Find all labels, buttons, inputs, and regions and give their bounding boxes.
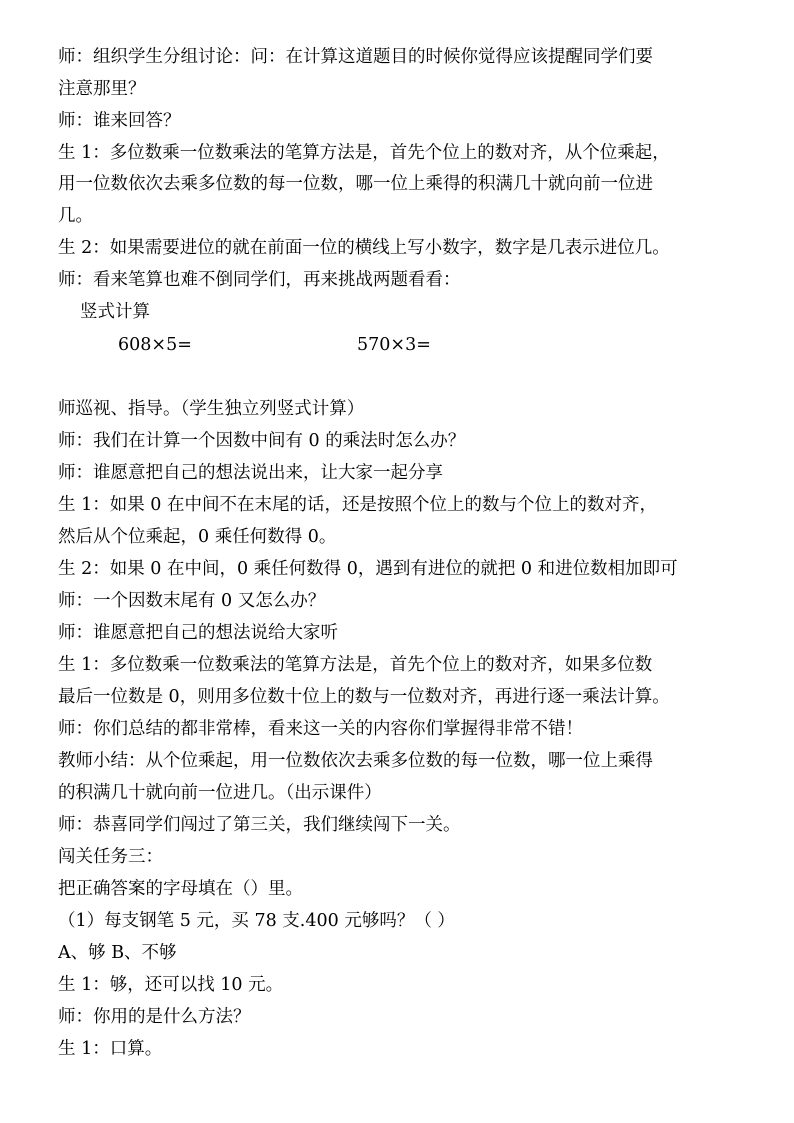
text-line: 师：我们在计算一个因数中间有 0 的乘法时怎么办？ [58,431,466,451]
calculation-item: 608×5= [118,335,192,355]
text-line: 师：谁愿意把自己的想法说给大家听 [58,623,338,643]
text-line: 用一位数依次去乘多位数的每一位数，哪一位上乘得的积满几十就向前一位进 [58,174,653,194]
text-line: 然后从个位乘起，0 乘任何数得 0。 [58,527,337,547]
text-line: 生 1：多位数乘一位数乘法的笔算方法是，首先个位上的数对齐，从个位乘起， [58,143,670,163]
text-line: 生 1：多位数乘一位数乘法的笔算方法是，首先个位上的数对齐，如果多位数 [58,655,653,675]
text-line: 把正确答案的字母填在（）里。 [58,879,303,899]
text-line: 最后一位数是 0，则用多位数十位上的数与一位数对齐，再进行逐一乘法计算。 [58,687,670,707]
text-line: 师：你们总结的都非常棒，看来这一关的内容你们掌握得非常不错！ [58,719,583,739]
text-line: 生 1：够，还可以找 10 元。 [58,975,284,995]
text-line: 师：一个因数末尾有 0 又怎么办？ [58,591,326,611]
text-line: 的积满几十就向前一位进几。（出示课件） [58,783,382,803]
text-line: 生 2：如果 0 在中间，0 乘任何数得 0，遇到有进位的就把 0 和进位数相加即可 [58,559,678,579]
text-line: 师巡视、指导。（学生独立列竖式计算） [58,399,365,419]
text-line: 生 2：如果需要进位的就在前面一位的横线上写小数字，数字是几表示进位几。 [58,238,670,258]
answer-options: A、够 B、不够 [58,943,177,963]
text-line: 教师小结：从个位乘起，用一位数依次去乘多位数的每一位数，哪一位上乘得 [58,751,653,771]
text-line: 闯关任务三： [58,847,163,867]
text-line: 师：你用的是什么方法？ [58,1007,251,1027]
text-line: 师：看来笔算也难不倒同学们，再来挑战两题看看： [58,270,461,290]
section-label: 竖式计算 [80,302,150,322]
calculation-item: 570×3= [357,335,431,355]
text-line: 师：谁愿意把自己的想法说出来，让大家一起分享 [58,463,443,483]
text-line: 师：恭喜同学们闯过了第三关，我们继续闯下一关。 [58,815,461,835]
text-line: 注意那里？ [58,79,146,99]
text-line: 生 1：口算。 [58,1039,163,1059]
question-line: （1）每支钢笔 5 元，买 78 支.400 元够吗？（ ） [58,911,455,931]
text-line: 师：组织学生分组讨论：问：在计算这道题目的时候你觉得应该提醒同学们要 [58,47,653,67]
text-line: 生 1：如果 0 在中间不在末尾的话，还是按照个位上的数与个位上的数对齐， [58,495,657,515]
text-line: 几。 [58,206,93,226]
text-line: 师：谁来回答？ [58,111,181,131]
